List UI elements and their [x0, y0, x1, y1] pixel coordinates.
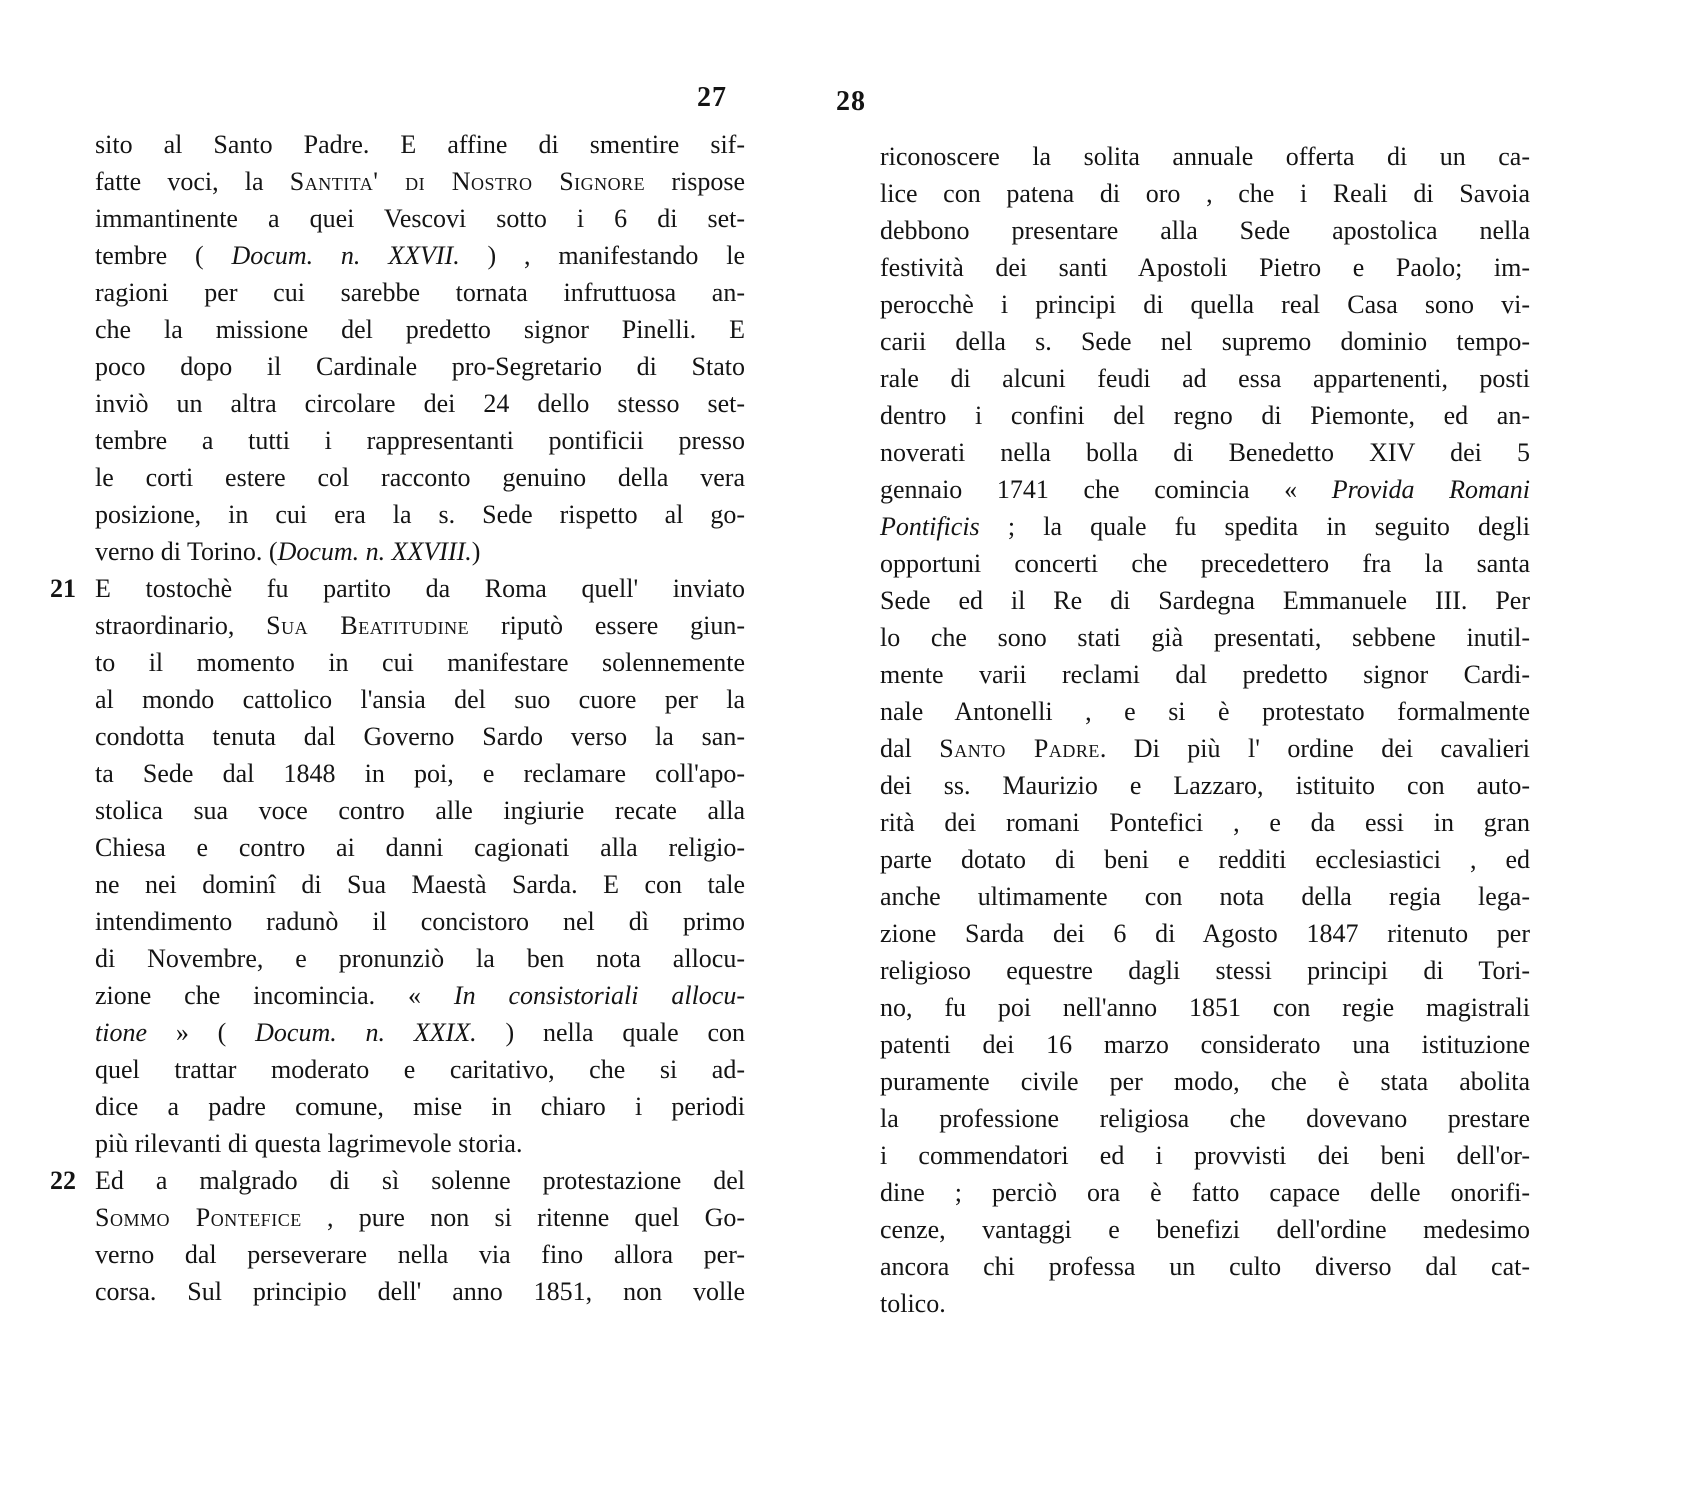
text-line: tione » ( Docum. n. XXIX. ) nella quale con: [95, 1018, 745, 1047]
text-line: Sede ed il Re di Sardegna Emmanuele III. Per: [880, 586, 1530, 615]
small-caps-text: Santita' di Nostro Signore: [289, 167, 646, 196]
text-line: rale di alcuni feudi ad essa appartenenti, posti: [880, 364, 1530, 393]
paragraph-number: 22: [50, 1166, 76, 1195]
text-line: Chiesa e contro ai danni cagionati alla religio-: [95, 833, 745, 862]
text-line: posizione, in cui era la s. Sede rispetto al go-: [95, 500, 745, 529]
text-line: fatte voci, la Santita' di Nostro Signore rispose: [95, 167, 745, 196]
text-line: ragioni per cui sarebbe tornata infruttuosa an-: [95, 278, 745, 307]
text-line: le corti estere col racconto genuino della vera: [95, 463, 745, 492]
text-line: zione che incomincia. « In consistoriali allocu-: [95, 981, 745, 1010]
text-line: inviò un altra circolare dei 24 dello stesso set-: [95, 389, 745, 418]
text-line: poco dopo il Cardinale pro-Segretario di Stato: [95, 352, 745, 381]
text-line: patenti dei 16 marzo considerato una istituzione: [880, 1030, 1530, 1059]
text-line: no, fu poi nell'anno 1851 con regie magistrali: [880, 993, 1530, 1022]
text-line: dal Santo Padre. Di più l' ordine dei cavalieri: [880, 734, 1531, 763]
text-line: Ed a malgrado di sì solenne protestazione del: [95, 1166, 745, 1195]
paragraph: [95, 126, 745, 570]
text-line: noverati nella bolla di Benedetto XIV dei 5: [880, 438, 1530, 467]
text-line: nale Antonelli , e si è protestato formalmente: [880, 697, 1530, 726]
text-line: straordinario, Sua Beatitudine riputò essere giun-: [95, 611, 745, 640]
text-line: ne nei dominî di Sua Maestà Sarda. E con tale: [95, 870, 745, 899]
page-number-right: 28: [836, 86, 866, 117]
text-line: verno dal perseverare nella via fino allora per-: [95, 1240, 745, 1269]
text-line: carii della s. Sede nel supremo dominio tempo-: [880, 327, 1530, 356]
text-line: più rilevanti di questa lagrimevole storia.: [95, 1129, 523, 1158]
text-line: dentro i confini del regno di Piemonte, ed an-: [880, 401, 1530, 430]
text-line: ancora chi professa un culto diverso dal cat-: [880, 1252, 1530, 1281]
page-28-text-column: [880, 138, 1530, 1322]
text-line: verno di Torino. (Docum. n. XXVIII.): [95, 537, 481, 566]
text-line: riconoscere la solita annuale offerta di un ca-: [880, 142, 1530, 171]
text-line: intendimento radunò il concistoro nel dì primo: [95, 907, 745, 936]
text-line: dice a padre comune, mise in chiaro i periodi: [95, 1092, 745, 1121]
text-line: al mondo cattolico l'ansia del suo cuore per la: [95, 685, 745, 714]
text-line: religioso equestre dagli stessi principi di Tori-: [880, 956, 1530, 985]
text-line: lice con patena di oro , che i Reali di Savoia: [880, 179, 1530, 208]
text-line: immantinente a quei Vescovi sotto i 6 di set-: [95, 204, 745, 233]
text-line: tembre ( Docum. n. XXVII. ) , manifestando le: [95, 241, 745, 270]
text-line: zione Sarda dei 6 di Agosto 1847 ritenuto per: [880, 919, 1530, 948]
text-line: puramente civile per modo, che è stata abolita: [880, 1067, 1530, 1096]
paragraph: [50, 1162, 745, 1310]
page-number-left: 27: [697, 82, 727, 113]
text-line: i commendatori ed i provvisti dei beni dell'or-: [880, 1141, 1530, 1170]
small-caps-text: Santo Padre: [939, 734, 1100, 763]
paragraph: [50, 570, 745, 1162]
text-line: condotta tenuta dal Governo Sardo verso la san-: [95, 722, 745, 751]
text-line: anche ultimamente con nota della regia lega-: [880, 882, 1530, 911]
text-line: E tostochè fu partito da Roma quell' inviato: [95, 574, 745, 603]
page-27-text-column: [50, 126, 745, 1310]
text-line: opportuni concerti che precedettero fra la santa: [880, 549, 1530, 578]
text-line: tolico.: [880, 1289, 946, 1318]
text-line: parte dotato di beni e redditi ecclesiastici , ed: [880, 845, 1530, 874]
text-line: Pontificis ; la quale fu spedita in seguito degli: [880, 512, 1530, 541]
text-line: cenze, vantaggi e benefizi dell'ordine medesimo: [880, 1215, 1530, 1244]
text-line: perocchè i principi di quella real Casa sono vi-: [880, 290, 1530, 319]
text-line: to il momento in cui manifestare solennemente: [95, 648, 745, 677]
text-line: di Novembre, e pronunziò la ben nota allocu-: [95, 944, 745, 973]
paragraph: [880, 138, 1530, 1322]
text-line: dine ; perciò ora è fatto capace delle onorifi-: [880, 1178, 1530, 1207]
small-caps-text: Sua Beatitudine: [266, 611, 470, 640]
text-line: debbono presentare alla Sede apostolica nella: [880, 216, 1530, 245]
text-line: lo che sono stati già presentati, sebbene inutil-: [880, 623, 1530, 652]
text-line: stolica sua voce contro alle ingiurie recate alla: [95, 796, 745, 825]
text-line: dei ss. Maurizio e Lazzaro, istituito con auto-: [880, 771, 1530, 800]
text-line: quel trattar moderato e caritativo, che si ad-: [95, 1055, 745, 1084]
text-line: Sommo Pontefice , pure non si ritenne quel Go-: [95, 1203, 745, 1232]
paragraph-number: 21: [50, 574, 76, 603]
text-line: sito al Santo Padre. E affine di smentire sif-: [95, 130, 745, 159]
text-line: la professione religiosa che dovevano prestare: [880, 1104, 1530, 1133]
text-line: che la missione del predetto signor Pinelli. E: [95, 315, 745, 344]
text-line: rità dei romani Pontefici , e da essi in gran: [880, 808, 1530, 837]
text-line: corsa. Sul principio dell' anno 1851, non volle: [95, 1277, 745, 1306]
text-line: gennaio 1741 che comincia « Provida Romani: [880, 475, 1530, 504]
text-line: ta Sede dal 1848 in poi, e reclamare coll'apo-: [95, 759, 745, 788]
small-caps-text: Sommo Pontefice: [95, 1203, 302, 1232]
text-line: festività dei santi Apostoli Pietro e Paolo; im-: [880, 253, 1530, 282]
text-line: mente varii reclami dal predetto signor Cardi-: [880, 660, 1530, 689]
text-line: tembre a tutti i rappresentanti pontificii presso: [95, 426, 745, 455]
